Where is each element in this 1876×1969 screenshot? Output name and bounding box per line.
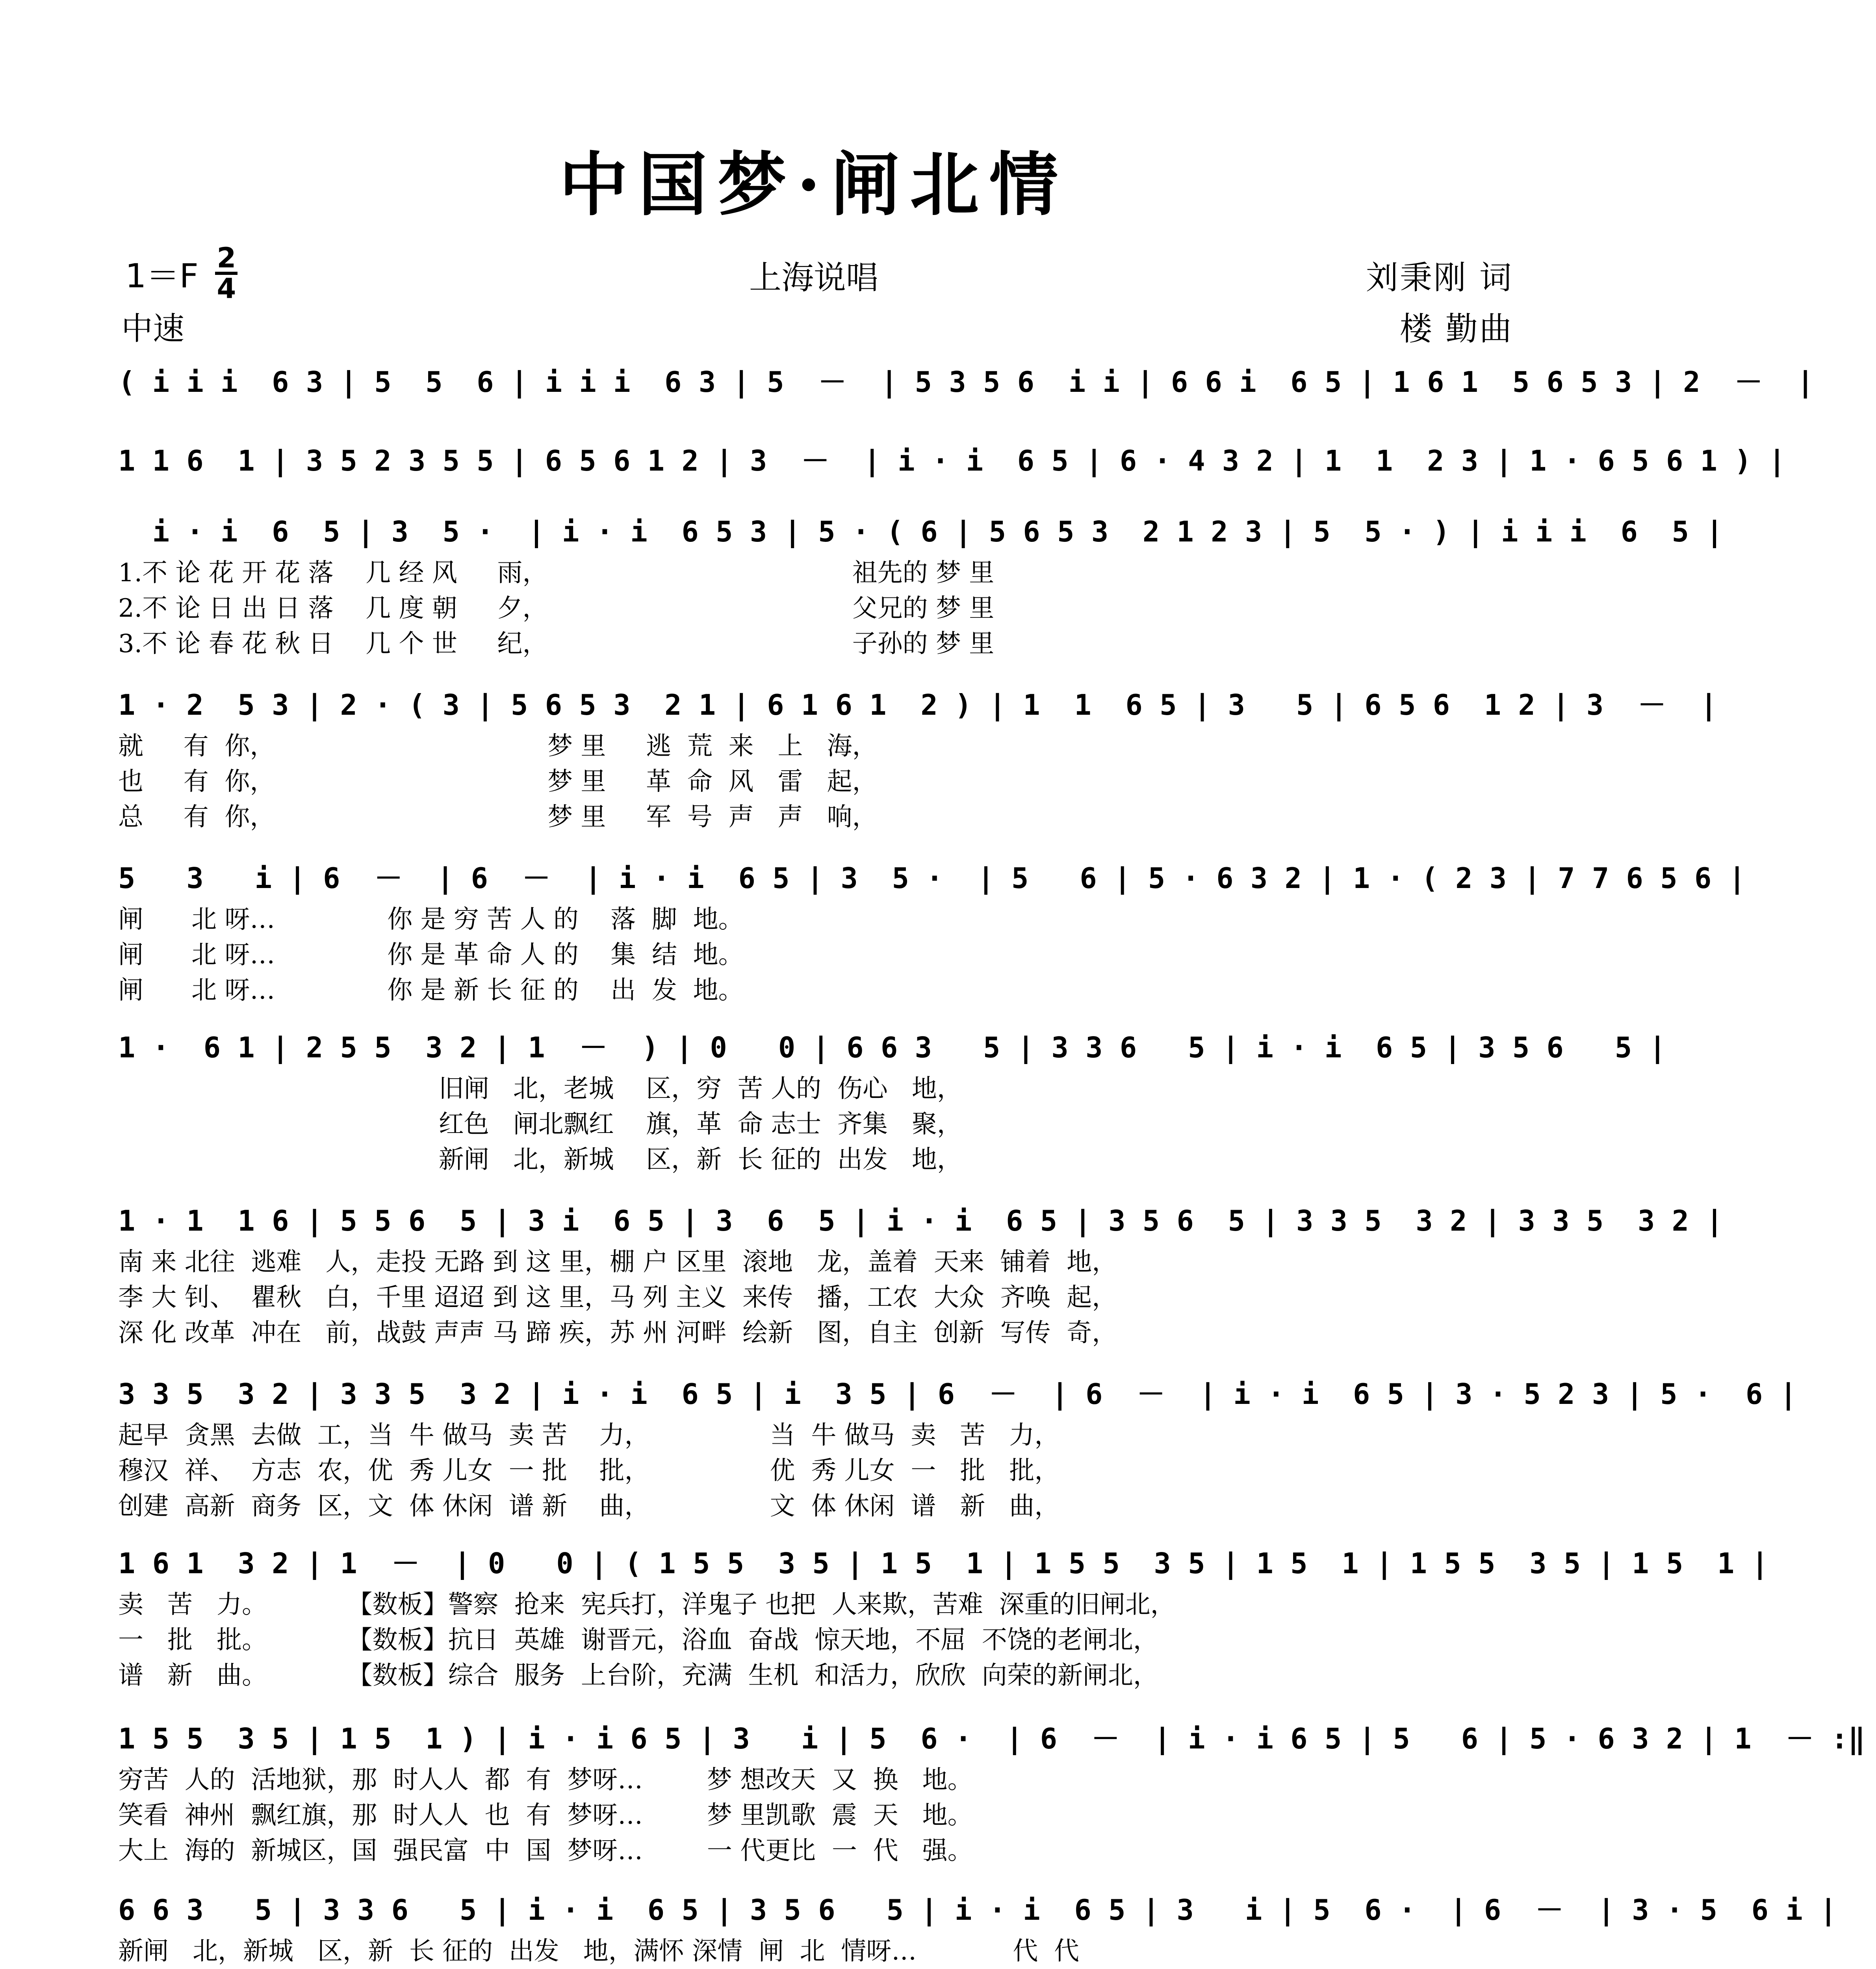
score-system [118,681,1717,835]
lyric-line: 红色 闸北飘红 旗，革 命 志士 齐集 聚， [118,1110,962,1139]
lyric-line: 新闸 北，新城 区，新 长 征的 出发 地，满怀 深情 闸 北 情呀… 代 代 [118,1937,1080,1966]
notation-line: 6 6 3 5 | 3 3 6 5 | i · i 6 5 | 3 5 6 5 | i · i 6 5 | 3 i | 5 6 · | 6 － | 3 · 5 6 i | [118,1893,1837,1926]
lyric-line: 大上 海的 新城区，国 强民富 中 国 梦呀… 一 代更比 一 代 强。 [118,1836,973,1865]
lyric-line: 闸 北 呀… 你 是 革 命 人 的 集 结 地。 [118,940,744,970]
score-system [118,1197,1723,1351]
notation-line: ( i i i 6 3 | 5 5 6 | i i i 6 3 | 5 － | 5 3 5 6 i i | 6 6 i 6 5 | 1 6 1 5 6 5 3 | 2 － | [118,365,1814,399]
notation-line: 3 3 5 3 2 | 3 3 5 3 2 | i · i 6 5 | i 3 5 | 6 － | 6 － | i · i 6 5 | 3 · 5 2 3 | 5 · 6 | [118,1378,1797,1411]
lyric-line: 穆汉 祥、 方志 农，优 秀 儿女 一 批 批， 优 秀 儿女 一 批 批， [118,1456,1060,1485]
lyric-line: 笑看 神州 飘红旗，那 时人人 也 有 梦呀… 梦 里凯歌 震 天 地。 [118,1801,973,1830]
score-system [118,1370,1797,1524]
lyric-line: 总 有 你， 梦 里 军 号 声 声 响， [118,803,878,832]
score-system [118,1540,1769,1693]
score-system [118,1024,1666,1177]
time-signature-top: 2 [215,244,238,275]
lyric-line: 创建 高新 商务 区，文 体 休闲 谱 新 曲， 文 体 休闲 谱 新 曲， [118,1492,1060,1521]
lyric-line: 旧闸 北，老城 区，穷 苦 人的 伤心 地， [118,1074,962,1103]
notation-line: 1 · 6 1 | 2 5 5 3 2 | 1 － ) | 0 0 | 6 6 3 5 | 3 3 6 5 | i · i 6 5 | 3 5 6 5 | [118,1031,1666,1064]
lyric-line: 闸 北 呀… 你 是 穷 苦 人 的 落 脚 地。 [118,905,744,934]
lyric-line: 谱 新 曲。 【数板】综合 服务 上台阶，充满 生机 和活力，欣欣 向荣的新闸北， [118,1661,1158,1690]
notation-line: 5 3 i | 6 － | 6 － | i · i 6 5 | 3 5 · | 5 6 | 5 · 6 3 2 | 1 · ( 2 3 | 7 7 6 5 6 | [118,862,1746,895]
lyric-line: 起早 贪黑 去做 工，当 牛 做马 卖 苦 力， 当 牛 做马 卖 苦 力， [118,1421,1060,1450]
lyric-line: 3.不 论 春 花 秋 日 几 个 世 纪， 子孙的 梦 里 [118,629,995,658]
key-signature-text: 1＝F [125,256,199,295]
notation-line: i · i 6 5 | 3 5 · | i · i 6 5 3 | 5 · ( 6 | 5 6 5 3 2 1 2 3 | 5 5 · ) | i i i 6 5 | [118,515,1723,548]
composer-credit: 楼 勤曲 [1399,310,1513,348]
lyric-line: 也 有 你， 梦 里 革 命 风 雷 起， [118,767,878,796]
lyric-line: 1.不 论 花 开 花 落 几 经 风 雨， 祖先的 梦 里 [118,558,995,588]
time-signature-bottom: 4 [217,273,236,305]
lyric-line: 一 批 批。 【数板】抗日 英雄 谢晋元，浴血 奋战 惊天地，不屈 不饶的老闸北， [118,1626,1158,1655]
notation-line: 1 5 5 3 5 | 1 5 1 ) | i · i 6 5 | 3 i | 5 6 · | 6 － | i · i 6 5 | 5 6 | 5 · 6 3 2 | 1 － :‖ [118,1722,1865,1755]
score-system [118,358,1814,406]
score-system [118,1715,1865,1869]
style-label: 上海说唱 [749,259,878,297]
notation-line: 1 1 6 1 | 3 5 2 3 5 5 | 6 5 6 1 2 | 3 － | i · i 6 5 | 6 · 4 3 2 | 1 1 2 3 | 1 · 6 5 6 1 ) | [118,444,1786,477]
lyric-line: 深 化 改革 冲在 前，战鼓 声声 马 蹄 疾，苏 州 河畔 绘新 图，自主 创新 写传 奇， [118,1318,1117,1348]
score-system [118,437,1786,484]
notation-line: 1 · 2 5 3 | 2 · ( 3 | 5 6 5 3 2 1 | 6 1 6 1 2 ) | 1 1 6 5 | 3 5 | 6 5 6 1 2 | 3 － | [118,688,1717,721]
score-system [118,1886,1837,1969]
lyric-line: 就 有 你， 梦 里 逃 荒 来 上 海， [118,732,878,761]
score-system [118,855,1746,1008]
lyric-line: 2.不 论 日 出 日 落 几 度 朝 夕， 父兄的 梦 里 [118,594,995,623]
lyric-line: 闸 北 呀… 你 是 新 长 征 的 出 发 地。 [118,976,744,1005]
lyricist-credit: 刘秉刚 词 [1366,259,1513,297]
lyric-line: 卖 苦 力。 【数板】警察 抢来 宪兵打，洋鬼子 也把 人来欺，苦难 深重的旧闸北， [118,1590,1176,1619]
notation-line: 1 6 1 3 2 | 1 － | 0 0 | ( 1 5 5 3 5 | 1 5 1 | 1 5 5 3 5 | 1 5 1 | 1 5 5 3 5 | 1 5 1 | [118,1547,1769,1580]
lyric-line: 新闸 北，新城 区，新 长 征的 出发 地， [118,1145,962,1174]
page-title: 中国梦·闸北情 [559,145,1069,225]
lyric-line: 穷苦 人的 活地狱，那 时人人 都 有 梦呀… 梦 想改天 又 换 地。 [118,1765,973,1795]
lyric-line: 李 大 钊、 瞿秋 白，千里 迢迢 到 这 里，马 列 主义 来传 播，工农 大众 齐唤 起， [118,1283,1117,1312]
lyric-line: 南 来 北往 逃难 人，走投 无路 到 这 里，棚 户 区里 滚地 龙，盖着 天来 铺着 地， [118,1248,1117,1277]
score-system [118,508,1723,662]
notation-line: 1 · 1 1 6 | 5 5 6 5 | 3 i 6 5 | 3 6 5 | i · i 6 5 | 3 5 6 5 | 3 3 5 3 2 | 3 3 5 3 2 | [118,1204,1723,1237]
tempo-marking: 中速 [121,310,184,347]
